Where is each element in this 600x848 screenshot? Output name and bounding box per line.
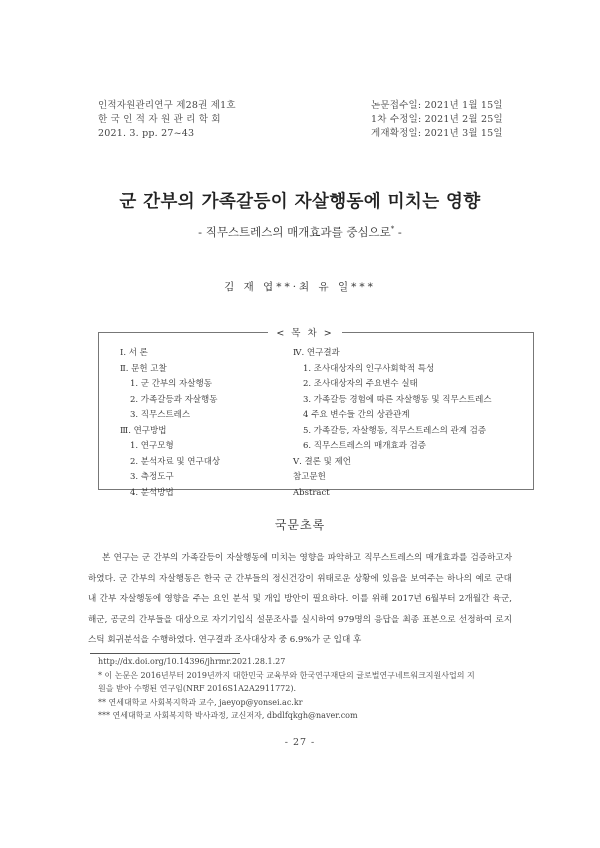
authors: 김 재 엽**·최 유 일*** bbox=[224, 281, 376, 293]
author1-affiliation: ** 연세대학교 사회복지학과 교수, jaeyop@yonsei.ac.kr bbox=[98, 697, 303, 707]
subtitle-footnote-mark: * bbox=[390, 225, 395, 234]
accepted-date: 게재확정일: 2021년 3월 15일 bbox=[371, 128, 503, 139]
toc-item: 참고문헌 bbox=[293, 472, 326, 482]
toc-item: 1. 연구모형 bbox=[130, 441, 174, 451]
toc-right-column bbox=[293, 346, 533, 501]
toc-item: Ⅲ. 연구방법 bbox=[120, 425, 167, 436]
toc-item: Ⅱ. 문헌 고찰 bbox=[120, 363, 167, 374]
toc-item: Ⅳ. 연구결과 bbox=[293, 348, 340, 358]
journal-society: 한 국 인 적 자 원 관 리 학 회 bbox=[98, 114, 221, 125]
paper-title: 군 간부의 가족갈등이 자살행동에 미치는 영향 bbox=[119, 192, 481, 212]
toc-item: 2. 조사대상자의 주요변수 실태 bbox=[303, 379, 418, 389]
toc-item: 1. 군 간부의 자살행동 bbox=[130, 379, 212, 389]
submission-dates bbox=[371, 99, 531, 141]
paper-subtitle bbox=[60, 224, 540, 240]
funding-note: * 이 논문은 2016년부터 2019년까지 대한민국 교육부와 한국연구재단의 글로벌연구네트워크지원사업의 지 bbox=[98, 670, 475, 680]
subtitle-text: - 직무스트레스의 매개효과를 중심으로 bbox=[198, 225, 391, 239]
doi-link[interactable]: http://dx.doi.org/10.14396/jhrmr.2021.28.1.27 bbox=[98, 657, 286, 666]
page-number: - 27 - bbox=[284, 737, 316, 748]
toc-heading: < 목 차 > bbox=[268, 325, 342, 339]
author2-affiliation: *** 연세대학교 사회복지학 박사과정, 교신저자, dbdlfqkgh@naver.com bbox=[98, 711, 358, 720]
footnote-divider bbox=[90, 653, 240, 654]
toc-item: 3. 직무스트레스 bbox=[130, 410, 191, 420]
toc-item: 5. 가족갈등, 자살행동, 직무스트레스의 관계 검증 bbox=[303, 425, 487, 436]
toc-item: 6. 직무스트레스의 매개효과 검증 bbox=[303, 441, 426, 451]
toc-item: Ⅴ. 결론 및 제언 bbox=[293, 456, 352, 467]
toc-item: 3. 측정도구 bbox=[130, 472, 174, 482]
toc-item: Ⅰ. 서 론 bbox=[120, 348, 148, 358]
revised-date: 1차 수정일: 2021년 2월 25일 bbox=[371, 114, 503, 125]
toc-left-column bbox=[120, 346, 290, 501]
received-date: 논문접수일: 2021년 1월 15일 bbox=[371, 100, 503, 111]
journal-issue: 2021. 3. pp. 27~43 bbox=[98, 128, 195, 139]
toc-item: 2. 분석자료 및 연구대상 bbox=[130, 456, 221, 467]
abstract-body: 본 연구는 군 간부의 가족갈등이 자살행동에 미치는 영향을 파악하고 직무스트레스의 매개효과를 검증하고자 하였다. 군 간부의 자살행동은 한국 군 간부들의 정신건강이 위태로운 상황에 있음을 보여주는 하나의 예로 군대 내 간부 자살행동에 영향을 주는 요인 분석 및 개입 방안이 필요하다. 이를 위해 2017년 6월부터 2개월간 육군, 해군, 공군의 간부들을 대상으로 자기기입식 설문조사를 실시하여 979명의 응답을 최종 표본으로 선정하여 로지스틱 회귀분석을 수행하였다. 연구결과 조사대상자 중 6.9%가 군 입대 후 bbox=[88, 553, 512, 645]
toc-item: Abstract bbox=[293, 487, 330, 498]
toc-item: 4 주요 변수들 간의 상관관계 bbox=[303, 410, 410, 420]
toc-item: 3. 가족갈등 경험에 따른 자살행동 및 직무스트레스 bbox=[303, 394, 492, 405]
abstract-title: 국문초록 bbox=[274, 518, 326, 532]
funding-note-cont: 원을 받아 수행된 연구임(NRF 2016S1A2A2911772). bbox=[98, 684, 297, 693]
toc-item: 2. 가족갈등과 자살행동 bbox=[130, 394, 218, 405]
journal-name: 인적자원관리연구 제28권 제1호 bbox=[98, 100, 236, 111]
journal-header bbox=[98, 99, 318, 141]
subtitle-end: - bbox=[394, 225, 402, 239]
toc-item: 1. 조사대상자의 인구사회학적 특성 bbox=[303, 363, 435, 374]
toc-item: 4. 분석방법 bbox=[130, 487, 174, 498]
footnotes bbox=[98, 655, 518, 723]
